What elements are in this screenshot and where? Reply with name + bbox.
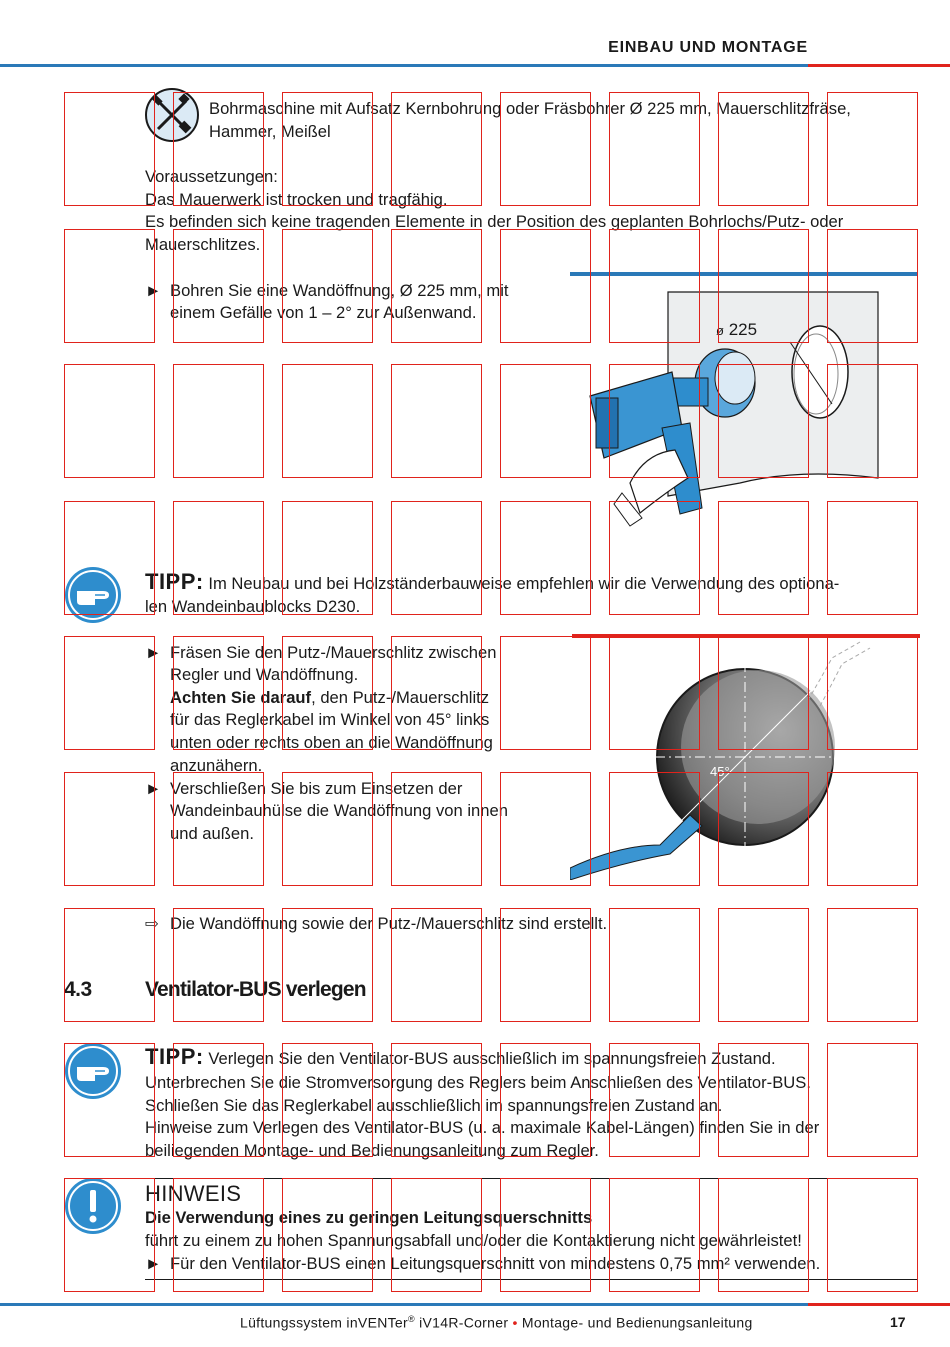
step-slot-bullet: ►: [145, 643, 162, 662]
tip2-line-4: Hinweise zum Verlegen des Ventilator-BUS (u. a. maximale Kabel-Längen) finden Sie in der: [145, 1118, 820, 1137]
exclamation-icon: [65, 1178, 121, 1234]
notice-bottom-rule: [145, 1279, 918, 1280]
tip2-label: TIPP:: [145, 1044, 204, 1069]
figure-slot: [570, 640, 918, 880]
grid-cell: [827, 1178, 918, 1292]
diameter-symbol: ø: [716, 323, 724, 338]
tip1-text-1: Im Neubau und bei Holzständerbauweise empfehlen wir die Verwendung des optiona-: [208, 574, 840, 593]
tip1-line-2: len Wandeinbaublocks D230.: [145, 597, 361, 616]
prerequisites-heading: Voraussetzungen:: [145, 167, 278, 186]
grid-cell: [64, 229, 155, 343]
step-slot-emphasis: Achten Sie darauf: [170, 688, 312, 707]
tools-line-1: Bohrmaschine mit Aufsatz Kernbohrung oder Fräsbohrer Ø 225 mm, Mauerschlitzfräse,: [209, 99, 851, 118]
tools-line-2: Hammer, Meißel: [209, 122, 331, 141]
grid-cell: [64, 364, 155, 478]
tip1-label: TIPP:: [145, 569, 204, 594]
figure-slot-rule: [572, 634, 920, 638]
tip2-line-2: Unterbrechen Sie die Stromversorgung des Reglers beim Anschließen des Ventilator-BUS.: [145, 1073, 811, 1092]
pointing-hand-icon: [65, 567, 121, 623]
diameter-label: [716, 320, 757, 340]
footer-doc: Montage- und Bedienungsanleitung: [517, 1314, 753, 1331]
step-drill-line-1: Bohren Sie eine Wandöffnung, Ø 225 mm, mit: [170, 281, 509, 300]
grid-cell: [173, 364, 264, 478]
step-slot-line-1: Fräsen Sie den Putz-/Mauerschlitz zwischen: [170, 643, 497, 662]
footer-registered: ®: [407, 1314, 415, 1324]
prerequisites-line-2: Es befinden sich keine tragenden Elemente in der Position des geplanten Bohrlochs/Putz- oder: [145, 212, 844, 231]
step-close-line-3: und außen.: [170, 824, 254, 843]
prerequisites-line-1: Das Mauerwerk ist trocken und tragfähig.: [145, 190, 448, 209]
page-number: 17: [890, 1314, 906, 1330]
grid-cell: [64, 636, 155, 750]
tools-icon: [144, 87, 200, 143]
section-heading: Ventilator-BUS verlegen: [145, 978, 366, 1001]
step-drill-line-2: einem Gefälle von 1 – 2° zur Außenwand.: [170, 303, 477, 322]
notice-line-2: führt zu einem zu hohen Spannungsabfall und/oder die Kontaktierung nicht gewährleistet!: [145, 1231, 802, 1250]
step-slot-line-6: anzunähern.: [170, 756, 263, 775]
section-title: EINBAU UND MONTAGE: [608, 39, 808, 56]
grid-cell: [609, 908, 700, 1022]
step-slot-line-2: Regler und Wandöffnung.: [170, 665, 359, 684]
grid-cell: [391, 501, 482, 615]
result-arrow-icon: ⇨: [145, 914, 159, 933]
grid-cell: [827, 1043, 918, 1157]
header-rule-blue: [0, 64, 808, 67]
prerequisites-line-3: Mauerschlitzes.: [145, 235, 261, 254]
tip2-line-1: [145, 1046, 776, 1071]
step-slot-line-3: [170, 687, 489, 710]
notice-action: Für den Ventilator-BUS einen Leitungsquerschnitt von mindestens 0,75 mm² verwenden.: [170, 1254, 821, 1273]
notice-bullet: ►: [145, 1254, 162, 1273]
tip2-text-1: Verlegen Sie den Ventilator-BUS ausschließlich im spannungsfreien Zustand.: [208, 1049, 776, 1068]
tip1-line-1: [145, 571, 839, 596]
footer-rule-red: [808, 1303, 950, 1306]
tip2-line-5: beiliegenden Montage- und Bedienungsanleitung zum Regler.: [145, 1141, 599, 1160]
step-slot-line-4: für das Reglerkabel im Winkel von 45° links: [170, 710, 490, 729]
figure-drill: [570, 278, 918, 540]
step-slot-line-5: unten oder rechts oben an die Wandöffnung: [170, 733, 493, 752]
grid-cell: [827, 908, 918, 1022]
step-close-line-2: Wandeinbauhülse die Wandöffnung von innen: [170, 801, 508, 820]
tip2-line-3: Schließen Sie das Reglerkabel ausschließlich im spannungsfreien Zustand an.: [145, 1096, 723, 1115]
figure-drill-rule: [570, 272, 918, 276]
pointing-hand-icon: [65, 1043, 121, 1099]
grid-cell: [282, 364, 373, 478]
grid-cell: [64, 908, 155, 1022]
footer-product: Lüftungssystem inVENTer: [240, 1314, 408, 1331]
step-bullet: ►: [145, 281, 162, 300]
grid-cell: [718, 908, 809, 1022]
notice-bold-line: Die Verwendung eines zu geringen Leitungsquerschnitts: [145, 1208, 593, 1227]
section-number: 4.3: [64, 978, 92, 1001]
footer-rule-blue: [0, 1303, 808, 1306]
angle-label: 45°: [710, 764, 730, 779]
footer-model: iV14R-Corner: [414, 1314, 513, 1331]
notice-heading: HINWEIS: [145, 1181, 242, 1206]
step-close-bullet: ►: [145, 779, 162, 798]
grid-cell: [391, 364, 482, 478]
grid-cell: [64, 772, 155, 886]
footer-text: [240, 1314, 753, 1331]
step-close-line-1: Verschließen Sie bis zum Einsetzen der: [170, 779, 463, 798]
result-text: Die Wandöffnung sowie der Putz-/Mauerschlitz sind erstellt.: [170, 914, 608, 933]
footer-dot: •: [512, 1314, 518, 1331]
step-slot-line-3-rest: , den Putz-/Mauerschlitz: [311, 688, 490, 707]
notice-top-rule: [145, 1178, 918, 1179]
grid-cell: [64, 92, 155, 206]
header-rule-red: [808, 64, 950, 67]
diameter-value: 225: [728, 320, 758, 339]
